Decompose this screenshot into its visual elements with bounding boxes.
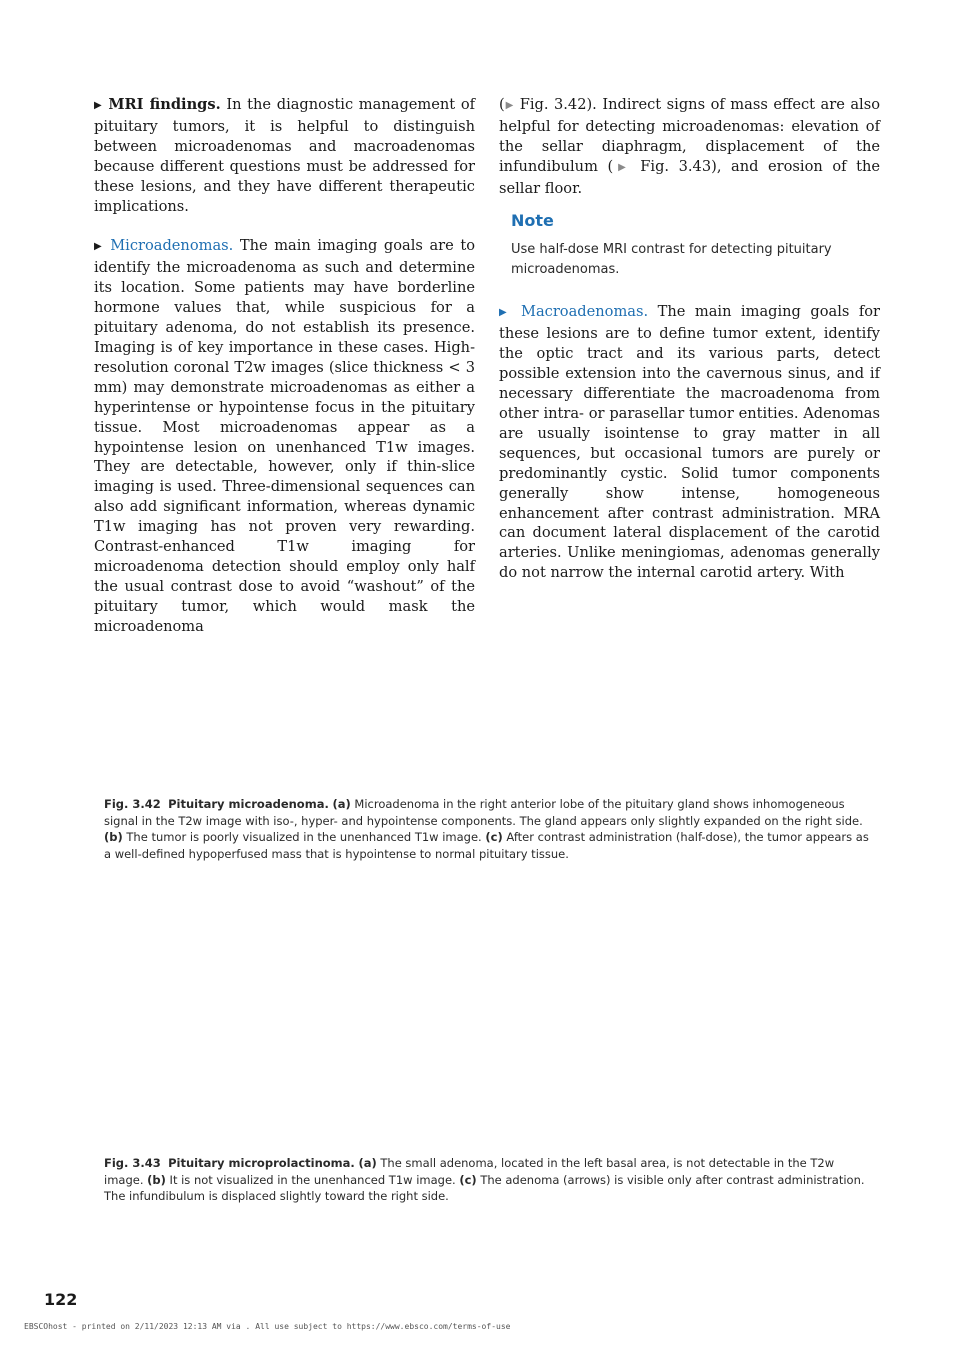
figure-342-caption [104,796,874,862]
panel-b-text: It is not visualized in the unenhanced T1w image. [165,1172,460,1187]
ebsco-footer: EBSCOhost - printed on 2/11/2023 12:13 AM via . All use subject to https://www.ebsco.com/terms-of-use [24,1322,511,1331]
indirect-signs-paragraph [499,95,880,199]
page-number: 122 [44,1290,78,1309]
note-title: Note [511,210,554,230]
note-box [511,211,880,281]
panel-a-text: The small adenoma, located in the left basal area, is not detectable in the T2w image. [104,1156,835,1187]
panel-c-tag: (c) [459,1172,477,1187]
mri-findings-text: In the diagnostic management of pituitary tumors, it is helpful to distinguish between microadenomas and macroadenomas because different questions must be addressed for these lesions, and they have different therapeutic implications. [94,96,476,215]
triangle-bullet-icon: ▶ [94,100,103,111]
fig-ref-343[interactable]: Fig. 3.43 [640,157,712,175]
mri-findings-heading: MRI findings. [108,96,221,113]
triangle-bullet-icon: ▶ [499,307,512,319]
panel-b-text: The tumor is poorly visualized in the unenhanced T1w image. [122,830,486,844]
mri-findings-paragraph [94,95,475,216]
right-column [499,95,880,583]
panel-a-tag: (a) [358,1156,377,1170]
triangle-bullet-icon: ▶ [94,241,104,253]
figure-343-title: Pituitary microprolactinoma. [168,1156,355,1170]
panel-b-tag: (b) [147,1172,166,1187]
microadenomas-text: The main imaging goals are to identify the microadenoma as such and determine its location. Some patients may have borderline hormone values that, while suspicious for a pituitary adenoma, do not establish its presence. Imaging is of key importance in these cases. High-resolution coronal T2w images (slice thickness < 3 mm) may demonstrate microadenomas as either a hyperintense or hypointense focus in the pituitary tissue. Most microadenomas appear as a hypointense lesion on unenhanced T1w images. They are detectable, however, only if thin-slice imaging is used. Three-dimensional sequences can also add significant information, whereas dynamic T1w imaging has not proven very rewarding. Contrast-enhanced T1w imaging for microadenoma detection should employ only half the usual contrast dose to avoid “washout” of the pituitary tumor, which would mask the microadenoma [94,237,475,635]
cross-ref-arrow-icon: ▶ [613,161,631,173]
indirect-signs-end: ), and erosion of the sellar floor. [499,157,880,197]
cross-ref-arrow-icon: ▶ [504,100,515,111]
panel-a-text: Microadenoma in the right anterior lobe of the pituitary gland shows inhomogeneous signal in the T2w image with iso-, hyper- and hypointense components. The gland appears only slightly expanded on the right side. [104,797,863,828]
macroadenomas-heading: Macroadenomas. [521,303,649,321]
note-text: Use half-dose MRI contrast for detecting pituitary microadenomas. [511,242,832,278]
indirect-signs-text: ). Indirect signs of mass effect are also helpful for detecting microadenomas: elevation of the sellar diaphragm, displacement of the infundibulum ( [499,96,880,175]
figure-342-label: Fig. 3.42 [104,797,161,811]
panel-c-text: After contrast administration (half-dose), the tumor appears as a well-defined hypoperfused mass that is hypointense to normal pituitary tissue. [104,830,869,861]
macroadenomas-paragraph [499,302,880,583]
figure-342-image-area [104,568,874,788]
figure-342-title: Pituitary microadenoma. [168,797,329,811]
left-column [94,95,475,637]
microadenomas-heading: Microadenomas. [110,237,234,255]
figure-343-label: Fig. 3.43 [104,1156,161,1170]
panel-b-tag: (b) [104,830,123,844]
open-paren: ( [499,96,505,113]
fig-ref-342[interactable]: Fig. 3.42 [519,96,587,113]
panel-c-tag: (c) [485,830,503,844]
figure-343-image-area [104,875,874,1145]
figure-343-caption [104,1155,874,1205]
macroadenomas-text: The main imaging goals for these lesions are to define tumor extent, identify the optic tract and its various parts, detect possible extension into the cavernous sinus, and if necessary differentiate the macroadenoma from other intra- or parasellar tumor entities. Adenomas are usually isointense to gray matter in all sequences, but occasional tumors are purely or predominantly cystic. Solid tumor components generally show intense, homogeneous enhancement after contrast administration. MRA can document lateral displacement of the carotid arteries. Unlike meningiomas, adenomas generally do not narrow the internal carotid artery. With [499,303,880,582]
panel-c-text: The adenoma (arrows) is visible only after contrast administration. The infundibulum is displaced slightly toward the right side. [104,1172,865,1203]
panel-a-tag: (a) [332,797,351,811]
